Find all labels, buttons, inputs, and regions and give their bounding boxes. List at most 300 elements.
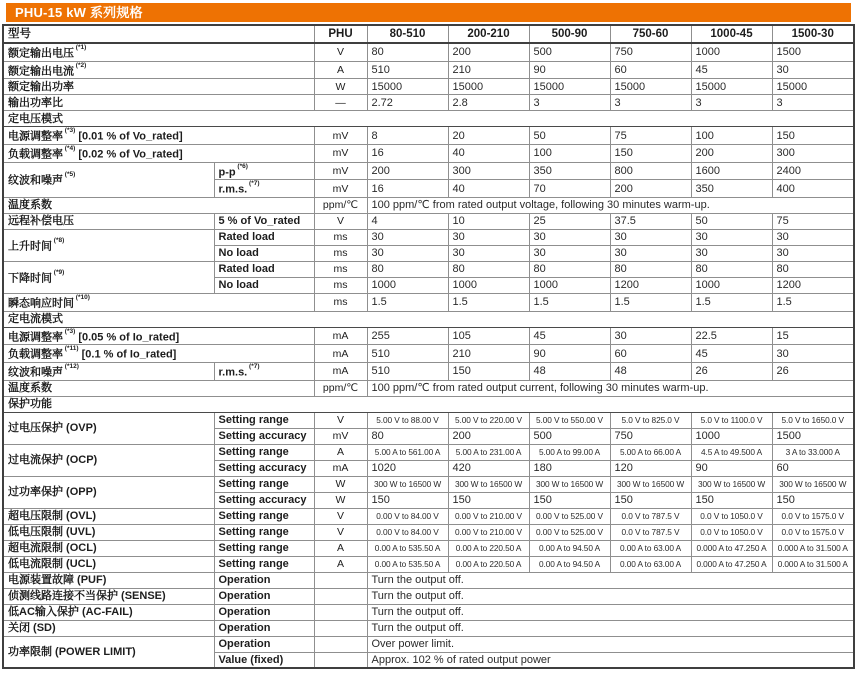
value-cell: 120 bbox=[610, 460, 691, 476]
unit-cell: mV bbox=[314, 428, 367, 444]
spec-row bbox=[3, 261, 854, 277]
value-cell: 300 W to 16500 W bbox=[610, 476, 691, 492]
value-cell: 1.5 bbox=[529, 293, 610, 311]
row-label: 低电流限制 (UCL) bbox=[3, 556, 214, 572]
value-cell: 0.00 A to 94.50 A bbox=[529, 556, 610, 572]
unit-cell: A bbox=[314, 540, 367, 556]
value-cell: 1000 bbox=[691, 43, 772, 61]
value-cell: 16 bbox=[367, 180, 448, 198]
unit-cell: ms bbox=[314, 293, 367, 311]
value-cell: 300 W to 16500 W bbox=[529, 476, 610, 492]
row-sublabel: No load bbox=[214, 245, 314, 261]
value-cell: 90 bbox=[691, 460, 772, 476]
spec-row bbox=[3, 524, 854, 540]
unit-cell: A bbox=[314, 444, 367, 460]
value-cell: 10 bbox=[448, 213, 529, 229]
spec-row bbox=[3, 43, 854, 61]
value-cell: 0.000 A to 31.500 A bbox=[772, 556, 854, 572]
value-cell: 150 bbox=[772, 127, 854, 145]
spec-row bbox=[3, 127, 854, 145]
value-cell: 4 bbox=[367, 213, 448, 229]
unit-cell bbox=[314, 620, 367, 636]
value-cell: 30 bbox=[367, 229, 448, 245]
value-cell: 0.0 V to 787.5 V bbox=[610, 524, 691, 540]
value-cell: 200 bbox=[610, 180, 691, 198]
value-cell: 2.8 bbox=[448, 95, 529, 111]
spec-row bbox=[3, 636, 854, 652]
row-label: 负载调整率 $^{(*4)}$ [0.02 % of Vo_rated] bbox=[3, 144, 314, 162]
value-cell: 15000 bbox=[529, 79, 610, 95]
spec-row bbox=[3, 540, 854, 556]
row-label: 额定输出功率 bbox=[3, 79, 314, 95]
value-cell: 1.5 bbox=[610, 293, 691, 311]
spec-row bbox=[3, 229, 854, 245]
value-cell: 3 bbox=[691, 95, 772, 111]
section-header: 定电压模式 bbox=[3, 111, 854, 127]
spec-row bbox=[3, 556, 854, 572]
row-label: 上升时间 $^{(*8)}$ bbox=[3, 229, 214, 261]
spec-row bbox=[3, 508, 854, 524]
value-cell: 30 bbox=[691, 245, 772, 261]
unit-cell bbox=[314, 636, 367, 652]
value-cell: 200 bbox=[448, 43, 529, 61]
value-cell: 30 bbox=[772, 245, 854, 261]
value-cell: 1000 bbox=[529, 277, 610, 293]
row-sublabel: Operation bbox=[214, 572, 314, 588]
value-cell: 5.00 A to 231.00 A bbox=[448, 444, 529, 460]
value-cell: 500 bbox=[529, 428, 610, 444]
unit-cell: W bbox=[314, 492, 367, 508]
spec-table-body bbox=[3, 43, 854, 668]
value-cell: 200 bbox=[367, 162, 448, 180]
value-cell: 200 bbox=[448, 428, 529, 444]
value-cell: 500 bbox=[529, 43, 610, 61]
value-cell: 750 bbox=[610, 43, 691, 61]
spec-row bbox=[3, 604, 854, 620]
unit-cell: V bbox=[314, 508, 367, 524]
value-cell: 5.00 A to 66.00 A bbox=[610, 444, 691, 460]
value-cell: 350 bbox=[529, 162, 610, 180]
row-label: 额定输出电流 $^{(*2)}$ bbox=[3, 61, 314, 79]
spec-row bbox=[3, 79, 854, 95]
value-cell: 1000 bbox=[367, 277, 448, 293]
model-column-header-200-210: 200-210 bbox=[448, 25, 529, 43]
value-cell: 15000 bbox=[448, 79, 529, 95]
unit-cell: mA bbox=[314, 460, 367, 476]
value-cell: 1.5 bbox=[691, 293, 772, 311]
value-cell: 300 W to 16500 W bbox=[448, 476, 529, 492]
value-cell: 48 bbox=[610, 362, 691, 380]
value-cell: 1000 bbox=[691, 277, 772, 293]
row-label: 关闭 (SD) bbox=[3, 620, 214, 636]
row-label: 下降时间 $^{(*9)}$ bbox=[3, 261, 214, 293]
value-cell: 90 bbox=[529, 61, 610, 79]
value-cell: 1020 bbox=[367, 460, 448, 476]
value-cell: 210 bbox=[448, 61, 529, 79]
spec-row bbox=[3, 95, 854, 111]
value-cell: 16 bbox=[367, 144, 448, 162]
model-row-label: 型号 bbox=[3, 25, 314, 43]
spec-table-head bbox=[3, 25, 854, 43]
unit-cell: mA bbox=[314, 327, 367, 345]
value-cell: 1500 bbox=[772, 428, 854, 444]
value-cell: 15 bbox=[772, 327, 854, 345]
row-sublabel: Setting accuracy bbox=[214, 460, 314, 476]
value-cell: 60 bbox=[610, 61, 691, 79]
row-sublabel: Setting range bbox=[214, 444, 314, 460]
section-header: 定电流模式 bbox=[3, 311, 854, 327]
value-cell: 45 bbox=[529, 327, 610, 345]
value-cell: 0.00 A to 94.50 A bbox=[529, 540, 610, 556]
value-cell: 5.00 A to 99.00 A bbox=[529, 444, 610, 460]
row-sublabel: Rated load bbox=[214, 229, 314, 245]
spec-row bbox=[3, 197, 854, 213]
spec-row bbox=[3, 345, 854, 363]
spec-row bbox=[3, 61, 854, 79]
value-cell: 300 W to 16500 W bbox=[367, 476, 448, 492]
value-cell: 100 bbox=[691, 127, 772, 145]
value-cell: 5.00 V to 88.00 V bbox=[367, 412, 448, 428]
value-cell: 2.72 bbox=[367, 95, 448, 111]
value-cell: 0.00 V to 525.00 V bbox=[529, 508, 610, 524]
section-row bbox=[3, 111, 854, 127]
value-cell: 3 A to 33.000 A bbox=[772, 444, 854, 460]
value-cell: 2400 bbox=[772, 162, 854, 180]
unit-cell: ms bbox=[314, 245, 367, 261]
value-cell: 0.000 A to 47.250 A bbox=[691, 540, 772, 556]
row-label: 低AC输入保护 (AC-FAIL) bbox=[3, 604, 214, 620]
value-cell: 0.00 A to 535.50 A bbox=[367, 556, 448, 572]
value-cell: 26 bbox=[691, 362, 772, 380]
unit-cell bbox=[314, 588, 367, 604]
row-sublabel: p-p $^{(*6)}$ bbox=[214, 162, 314, 180]
series-title-bar bbox=[6, 3, 851, 22]
value-cell: 180 bbox=[529, 460, 610, 476]
value-cell: 5.0 V to 1650.0 V bbox=[772, 412, 854, 428]
value-cell: 3 bbox=[529, 95, 610, 111]
value-cell: 200 bbox=[691, 144, 772, 162]
value-cell: 510 bbox=[367, 61, 448, 79]
model-column-header-750-60: 750-60 bbox=[610, 25, 691, 43]
row-sublabel: r.m.s. $^{(*7)}$ bbox=[214, 180, 314, 198]
value-cell: 400 bbox=[772, 180, 854, 198]
value-cell: 150 bbox=[367, 492, 448, 508]
value-cell: 300 bbox=[448, 162, 529, 180]
unit-cell: mV bbox=[314, 162, 367, 180]
value-cell: 45 bbox=[691, 345, 772, 363]
unit-cell: ppm/℃ bbox=[314, 380, 367, 396]
value-cell: 150 bbox=[448, 362, 529, 380]
value-cell: 1.5 bbox=[448, 293, 529, 311]
value-cell: 1000 bbox=[691, 428, 772, 444]
value-cell: 0.00 V to 210.00 V bbox=[448, 524, 529, 540]
unit-cell: V bbox=[314, 213, 367, 229]
value-cell: 105 bbox=[448, 327, 529, 345]
row-label: 侦测线路连接不当保护 (SENSE) bbox=[3, 588, 214, 604]
section-header: 保护功能 bbox=[3, 396, 854, 412]
value-cell: 80 bbox=[367, 428, 448, 444]
model-column-header-500-90: 500-90 bbox=[529, 25, 610, 43]
row-label: 瞬态响应时间 $^{(*10)}$ bbox=[3, 293, 314, 311]
value-cell: 26 bbox=[772, 362, 854, 380]
value-cell: 30 bbox=[529, 245, 610, 261]
row-sublabel: Operation bbox=[214, 636, 314, 652]
value-cell: 5.00 V to 220.00 V bbox=[448, 412, 529, 428]
value-cell: 300 bbox=[772, 144, 854, 162]
value-cell: 30 bbox=[610, 245, 691, 261]
series-title: PHU-15 kW 系列规格 bbox=[15, 5, 143, 20]
value-cell: 3 bbox=[772, 95, 854, 111]
value-cell: 1200 bbox=[772, 277, 854, 293]
value-cell: 5.0 V to 825.0 V bbox=[610, 412, 691, 428]
value-cell: 300 W to 16500 W bbox=[772, 476, 854, 492]
value-cell: 80 bbox=[610, 261, 691, 277]
value-cell: 30 bbox=[772, 229, 854, 245]
unit-cell: mV bbox=[314, 127, 367, 145]
unit-cell: W bbox=[314, 476, 367, 492]
row-sublabel: r.m.s. $^{(*7)}$ bbox=[214, 362, 314, 380]
spec-row bbox=[3, 213, 854, 229]
value-cell: 350 bbox=[691, 180, 772, 198]
span-value-cell: Turn the output off. bbox=[367, 588, 854, 604]
value-cell: 1.5 bbox=[772, 293, 854, 311]
value-cell: 0.0 V to 1575.0 V bbox=[772, 508, 854, 524]
value-cell: 8 bbox=[367, 127, 448, 145]
value-cell: 800 bbox=[610, 162, 691, 180]
value-cell: 0.00 V to 84.00 V bbox=[367, 508, 448, 524]
spec-row bbox=[3, 572, 854, 588]
row-sublabel: 5 % of Vo_rated bbox=[214, 213, 314, 229]
row-sublabel: Operation bbox=[214, 604, 314, 620]
value-cell: 30 bbox=[610, 327, 691, 345]
unit-cell: mA bbox=[314, 345, 367, 363]
value-cell: 30 bbox=[448, 229, 529, 245]
value-cell: 150 bbox=[691, 492, 772, 508]
value-cell: 40 bbox=[448, 144, 529, 162]
value-cell: 0.00 A to 220.50 A bbox=[448, 540, 529, 556]
value-cell: 1000 bbox=[448, 277, 529, 293]
value-cell: 60 bbox=[610, 345, 691, 363]
unit-cell: V bbox=[314, 524, 367, 540]
value-cell: 3 bbox=[610, 95, 691, 111]
value-cell: 0.00 A to 63.00 A bbox=[610, 556, 691, 572]
value-cell: 15000 bbox=[367, 79, 448, 95]
row-label: 温度系数 bbox=[3, 380, 314, 396]
section-row bbox=[3, 396, 854, 412]
value-cell: 75 bbox=[610, 127, 691, 145]
value-cell: 150 bbox=[448, 492, 529, 508]
value-cell: 0.0 V to 787.5 V bbox=[610, 508, 691, 524]
value-cell: 50 bbox=[691, 213, 772, 229]
value-cell: 1600 bbox=[691, 162, 772, 180]
value-cell: 50 bbox=[529, 127, 610, 145]
value-cell: 510 bbox=[367, 362, 448, 380]
unit-cell: V bbox=[314, 412, 367, 428]
model-column-header-1500-30: 1500-30 bbox=[772, 25, 854, 43]
unit-cell: A bbox=[314, 556, 367, 572]
value-cell: 1.5 bbox=[367, 293, 448, 311]
spec-row bbox=[3, 327, 854, 345]
value-cell: 25 bbox=[529, 213, 610, 229]
row-label: 过功率保护 (OPP) bbox=[3, 476, 214, 508]
value-cell: 22.5 bbox=[691, 327, 772, 345]
value-cell: 30 bbox=[610, 229, 691, 245]
spec-row bbox=[3, 362, 854, 380]
value-cell: 100 bbox=[529, 144, 610, 162]
value-cell: 80 bbox=[448, 261, 529, 277]
value-cell: 15000 bbox=[691, 79, 772, 95]
row-sublabel: Setting range bbox=[214, 556, 314, 572]
row-sublabel: Rated load bbox=[214, 261, 314, 277]
unit-cell: mV bbox=[314, 180, 367, 198]
spec-row bbox=[3, 444, 854, 460]
unit-column-header: PHU bbox=[314, 25, 367, 43]
spec-row bbox=[3, 162, 854, 180]
value-cell: 37.5 bbox=[610, 213, 691, 229]
unit-cell: ms bbox=[314, 261, 367, 277]
unit-cell: ms bbox=[314, 229, 367, 245]
row-label: 输出功率比 bbox=[3, 95, 314, 111]
row-label: 电源调整率 $^{(*3)}$ [0.01 % of Vo_rated] bbox=[3, 127, 314, 145]
row-label: 温度系数 bbox=[3, 197, 314, 213]
value-cell: 420 bbox=[448, 460, 529, 476]
unit-cell: V bbox=[314, 43, 367, 61]
value-cell: 20 bbox=[448, 127, 529, 145]
value-cell: 80 bbox=[691, 261, 772, 277]
value-cell: 5.0 V to 1100.0 V bbox=[691, 412, 772, 428]
spec-row bbox=[3, 293, 854, 311]
value-cell: 0.00 V to 525.00 V bbox=[529, 524, 610, 540]
value-cell: 0.000 A to 31.500 A bbox=[772, 540, 854, 556]
spec-row bbox=[3, 380, 854, 396]
row-label: 过电流保护 (OCP) bbox=[3, 444, 214, 476]
value-cell: 150 bbox=[529, 492, 610, 508]
value-cell: 150 bbox=[610, 492, 691, 508]
value-cell: 30 bbox=[691, 229, 772, 245]
value-cell: 210 bbox=[448, 345, 529, 363]
value-cell: 30 bbox=[772, 61, 854, 79]
value-cell: 0.00 V to 210.00 V bbox=[448, 508, 529, 524]
row-sublabel: No load bbox=[214, 277, 314, 293]
value-cell: 80 bbox=[772, 261, 854, 277]
unit-cell: ms bbox=[314, 277, 367, 293]
value-cell: 0.00 A to 535.50 A bbox=[367, 540, 448, 556]
value-cell: 0.0 V to 1575.0 V bbox=[772, 524, 854, 540]
model-column-header-80-510: 80-510 bbox=[367, 25, 448, 43]
value-cell: 510 bbox=[367, 345, 448, 363]
unit-cell bbox=[314, 604, 367, 620]
value-cell: 45 bbox=[691, 61, 772, 79]
value-cell: 80 bbox=[367, 261, 448, 277]
row-label: 低电压限制 (UVL) bbox=[3, 524, 214, 540]
span-value-cell: 100 ppm/℃ from rated output current, following 30 minutes warm-up. bbox=[367, 380, 854, 396]
value-cell: 4.5 A to 49.500 A bbox=[691, 444, 772, 460]
section-row bbox=[3, 311, 854, 327]
value-cell: 150 bbox=[772, 492, 854, 508]
spec-table bbox=[2, 24, 855, 669]
value-cell: 30 bbox=[772, 345, 854, 363]
row-sublabel: Setting range bbox=[214, 476, 314, 492]
row-label: 电源调整率 $^{(*3)}$ [0.05 % of Io_rated] bbox=[3, 327, 314, 345]
value-cell: 5.00 V to 550.00 V bbox=[529, 412, 610, 428]
spec-row bbox=[3, 144, 854, 162]
row-sublabel: Setting accuracy bbox=[214, 492, 314, 508]
value-cell: 80 bbox=[367, 43, 448, 61]
span-value-cell: Turn the output off. bbox=[367, 620, 854, 636]
span-value-cell: Over power limit. bbox=[367, 636, 854, 652]
value-cell: 1500 bbox=[772, 43, 854, 61]
row-label: 超电压限制 (OVL) bbox=[3, 508, 214, 524]
row-sublabel: Setting range bbox=[214, 524, 314, 540]
value-cell: 48 bbox=[529, 362, 610, 380]
value-cell: 150 bbox=[610, 144, 691, 162]
table-header-row bbox=[3, 25, 854, 43]
unit-cell: A bbox=[314, 61, 367, 79]
unit-cell: mV bbox=[314, 144, 367, 162]
value-cell: 5.00 A to 561.00 A bbox=[367, 444, 448, 460]
row-label: 超电流限制 (OCL) bbox=[3, 540, 214, 556]
value-cell: 0.000 A to 47.250 A bbox=[691, 556, 772, 572]
row-label: 纹波和噪声 $^{(*5)}$ bbox=[3, 162, 214, 197]
span-value-cell: Turn the output off. bbox=[367, 572, 854, 588]
value-cell: 30 bbox=[529, 229, 610, 245]
value-cell: 60 bbox=[772, 460, 854, 476]
row-sublabel: Setting accuracy bbox=[214, 428, 314, 444]
row-sublabel: Setting range bbox=[214, 412, 314, 428]
value-cell: 0.00 A to 220.50 A bbox=[448, 556, 529, 572]
span-value-cell: Approx. 102 % of rated output power bbox=[367, 652, 854, 668]
value-cell: 70 bbox=[529, 180, 610, 198]
value-cell: 90 bbox=[529, 345, 610, 363]
unit-cell: — bbox=[314, 95, 367, 111]
spec-row bbox=[3, 620, 854, 636]
row-label: 纹波和噪声 $^{(*12)}$ bbox=[3, 362, 214, 380]
spec-row bbox=[3, 412, 854, 428]
row-sublabel: Setting range bbox=[214, 508, 314, 524]
value-cell: 15000 bbox=[610, 79, 691, 95]
unit-cell: ppm/℃ bbox=[314, 197, 367, 213]
value-cell: 40 bbox=[448, 180, 529, 198]
value-cell: 0.00 A to 63.00 A bbox=[610, 540, 691, 556]
value-cell: 30 bbox=[448, 245, 529, 261]
model-column-header-1000-45: 1000-45 bbox=[691, 25, 772, 43]
value-cell: 75 bbox=[772, 213, 854, 229]
unit-cell: mA bbox=[314, 362, 367, 380]
spec-row bbox=[3, 476, 854, 492]
row-label: 负载调整率 $^{(*11)}$ [0.1 % of Io_rated] bbox=[3, 345, 314, 363]
row-sublabel: Operation bbox=[214, 588, 314, 604]
row-label: 过电压保护 (OVP) bbox=[3, 412, 214, 444]
value-cell: 300 W to 16500 W bbox=[691, 476, 772, 492]
unit-cell bbox=[314, 652, 367, 668]
span-value-cell: Turn the output off. bbox=[367, 604, 854, 620]
row-label: 远程补偿电压 bbox=[3, 213, 214, 229]
value-cell: 30 bbox=[367, 245, 448, 261]
row-label: 电源装置故障 (PUF) bbox=[3, 572, 214, 588]
spec-row bbox=[3, 588, 854, 604]
unit-cell bbox=[314, 572, 367, 588]
value-cell: 80 bbox=[529, 261, 610, 277]
unit-cell: W bbox=[314, 79, 367, 95]
value-cell: 1200 bbox=[610, 277, 691, 293]
row-sublabel: Setting range bbox=[214, 540, 314, 556]
span-value-cell: 100 ppm/℃ from rated output voltage, following 30 minutes warm-up. bbox=[367, 197, 854, 213]
row-label: 功率限制 (POWER LIMIT) bbox=[3, 636, 214, 668]
row-sublabel: Value (fixed) bbox=[214, 652, 314, 668]
row-label: 额定输出电压 $^{(*1)}$ bbox=[3, 43, 314, 61]
value-cell: 255 bbox=[367, 327, 448, 345]
value-cell: 0.0 V to 1050.0 V bbox=[691, 508, 772, 524]
